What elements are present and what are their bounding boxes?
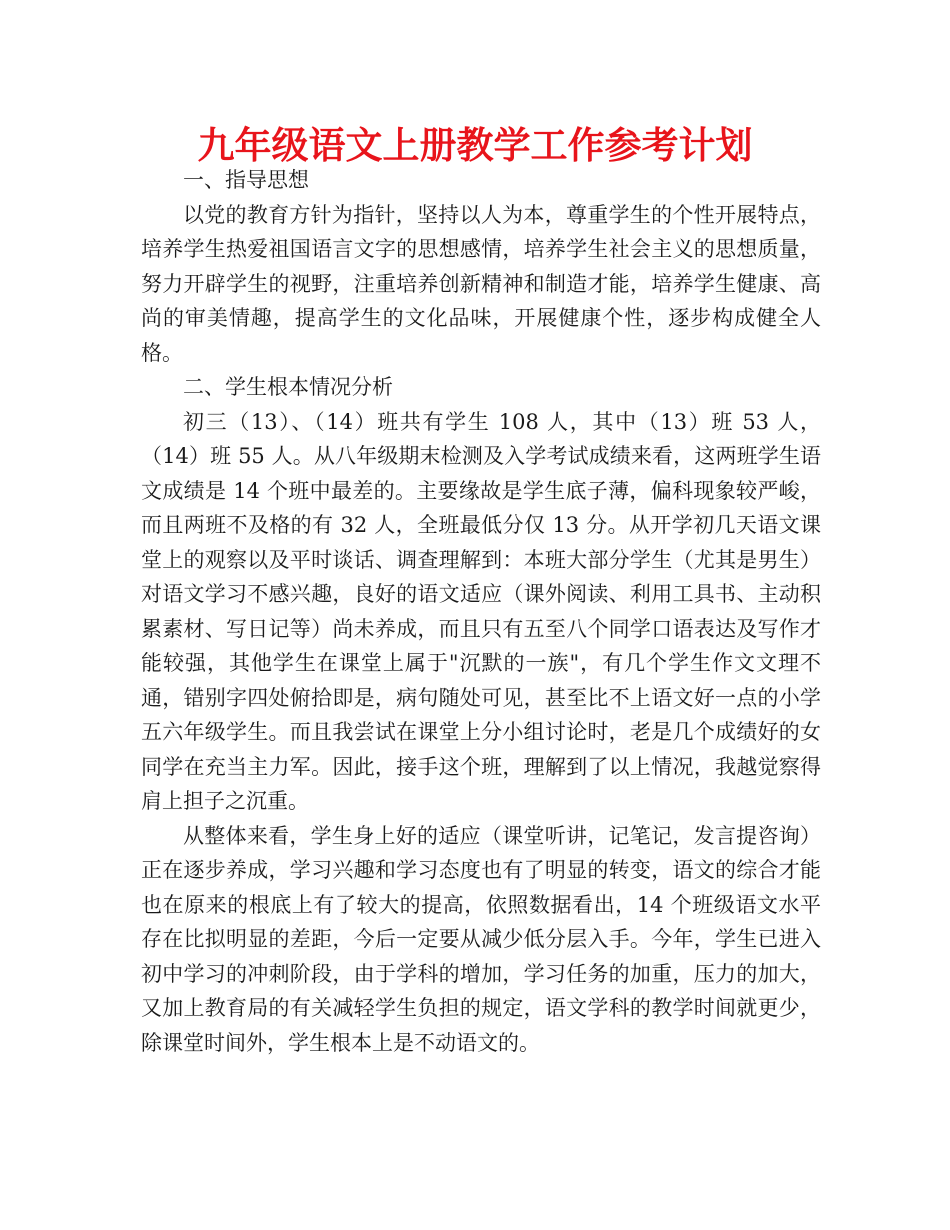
paragraph-guiding-thought: 以党的教育方针为指针，坚持以人为本，尊重学生的个性开展特点，培养学生热爱祖国语言文字的思想感情，培养学生社会主义的思想质量，努力开辟学生的视野，注重培养创新精神和制造才能，培养学生健康、高尚的审美情趣，提高学生的文化品味，开展健康个性，逐步构成健全人格。 xyxy=(141,202,821,365)
section-heading-guiding-thought: 一、指导思想 xyxy=(183,168,309,192)
document-title: 九年级语文上册教学工作参考计划 xyxy=(197,124,753,167)
document-body xyxy=(141,163,821,1060)
section-heading-student-analysis: 二、学生根本情况分析 xyxy=(183,375,393,399)
paragraph-student-analysis-1: 初三（13）、（14）班共有学生 108 人，其中（13）班 53 人，（14）班 55 人。从八年级期末检测及入学考试成绩来看，这两班学生语文成绩是 14 个班中最差的。主要缘故是学生底子薄，偏科现象较严峻，而且两班不及格的有 32 人，全班最低分仅 13 分。从开学初几天语文课堂上的观察以及平时谈话、调查理解到：本班大部分学生（尤其是男生）对语文学习不感兴趣，良好的语文适应（课外阅读、利用工具书、主动积累素材、写日记等）尚未养成，而且只有五至八个同学口语表达及写作才能较强，其他学生在课堂上属于"沉默的一族"，有几个学生作文文理不通，错别字四处俯拾即是，病句随处可见，甚至比不上语文好一点的小学五六年级学生。而且我尝试在课堂上分小组讨论时，老是几个成绩好的女同学在充当主力军。因此，接手这个班，理解到了以上情况，我越觉察得肩上担子之沉重。 xyxy=(141,409,821,813)
paragraph-student-analysis-2: 从整体来看，学生身上好的适应（课堂听讲，记笔记，发言提咨询）正在逐步养成，学习兴趣和学习态度也有了明显的转变，语文的综合才能也在原来的根底上有了较大的提高，依照数据看出，14 个班级语文水平存在比拟明显的差距，今后一定要从减少低分层入手。今年，学生已进入初中学习的冲刺阶段，由于学科的增加，学习任务的加重，压力的加大，又加上教育局的有关减轻学生负担的规定，语文学科的教学时间就更少，除课堂时间外，学生根本上是不动语文的。 xyxy=(141,823,821,1055)
